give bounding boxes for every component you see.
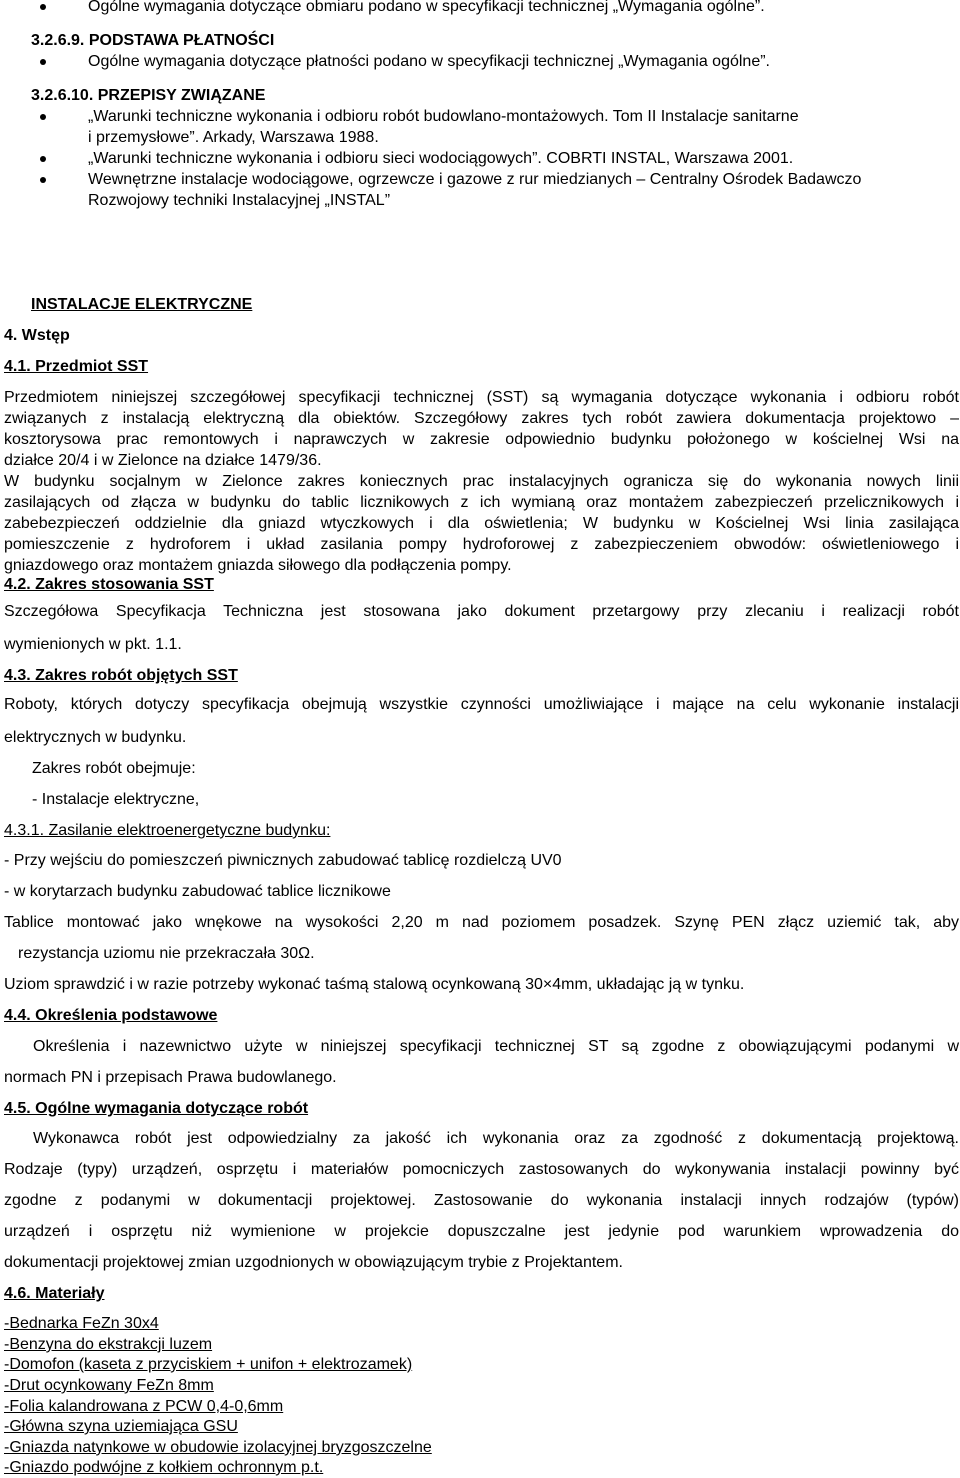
- bullet-text: Ogólne wymagania dotyczące obmiaru podano w specyfikacji technicznej „Wymagania ogólne”.: [88, 0, 765, 15]
- paragraph-line: - w korytarzach budynku zabudować tablice licznikowe: [4, 883, 391, 900]
- heading-4-5: 4.5. Ogólne wymagania dotyczące robót: [4, 1100, 309, 1117]
- paragraph-line: Uziom sprawdzić i w razie potrzeby wykonać taśmą stalową ocynkowaną 30×4mm, układając ją w tynku.: [4, 976, 745, 993]
- paragraph-line: W budynku socjalnym w Zielonce zakres koniecznych prac instalacyjnych ogranicza się do wykonania nowych linii: [4, 473, 959, 490]
- paragraph-line: elektrycznych w budynku.: [4, 729, 187, 746]
- paragraph-line: działce 20/4 i w Zielonce na działce 1479/36.: [4, 452, 322, 469]
- section-title: INSTALACJE ELEKTRYCZNE: [31, 296, 253, 313]
- paragraph-line: Rodzaje (typy) urządzeń, osprzętu i materiałów pomocniczych zastosowanych do wykonywania instalacji powinny być: [4, 1161, 959, 1178]
- reference-text: Wewnętrzne instalacje wodociągowe, ogrzewcze i gazowe z rur miedzianych – Centralny Ośrodek Badawczo: [88, 171, 862, 188]
- reference-text: i przemysłowe”. Arkady, Warszawa 1988.: [88, 129, 379, 146]
- paragraph-line: urządzeń i osprzętu niż wymienione w projekcie dopuszczalne jest jedynie pod warunkiem wprowadzenia do: [4, 1223, 959, 1240]
- material-item: -Folia kalandrowana z PCW 0,4-0,6mm: [4, 1398, 284, 1415]
- paragraph-line: normach PN i przepisach Prawa budowlanego.: [4, 1069, 337, 1086]
- heading-4-3: 4.3. Zakres robót objętych SST: [4, 667, 238, 684]
- reference-text: „Warunki techniczne wykonania i odbioru robót budowlano-montażowych. Tom II Instalacje sanitarne: [88, 108, 799, 125]
- bullet-icon: [40, 156, 46, 162]
- material-item: -Bednarka FeZn 30x4: [4, 1315, 159, 1332]
- heading-4-4: 4.4. Określenia podstawowe: [4, 1007, 218, 1024]
- heading-3-2-6-10: 3.2.6.10. PRZEPISY ZWIĄZANE: [31, 87, 266, 104]
- bullet-text: Ogólne wymagania dotyczące płatności podano w specyfikacji technicznej „Wymagania ogólne”.: [88, 53, 770, 70]
- heading-4-6: 4.6. Materiały: [4, 1285, 105, 1302]
- material-item: -Domofon (kaseta z przyciskiem + unifon + elektrozamek): [4, 1356, 413, 1373]
- paragraph-line: zabebezpieczeń oddzielnie dla gniazd wtyczkowych i dla oświetlenia; W budynku w Kościelnej Wsi linia zasilająca: [4, 515, 959, 532]
- paragraph-line: zgodne z podanymi w dokumentacji projektowej. Zastosowanie do wykonania instalacji innych rodzajów (typów): [4, 1192, 959, 1209]
- paragraph-line: związanych z instalacją elektryczną dla obiektów. Szczegółowy zakres tych robót zawiera dokumentacja projektowo –: [4, 410, 959, 427]
- material-item: -Gniazda natynkowe w obudowie izolacyjnej bryzgoszczelne: [4, 1439, 432, 1456]
- paragraph-line: Zakres robót obejmuje:: [32, 760, 196, 777]
- heading-4-2: 4.2. Zakres stosowania SST: [4, 576, 214, 593]
- material-item: -Drut ocynkowany FeZn 8mm: [4, 1377, 214, 1394]
- paragraph-line: rezystancja uziomu nie przekraczała 30Ω.: [18, 945, 315, 962]
- paragraph-line: - Instalacje elektryczne,: [32, 791, 200, 808]
- heading-4-1: 4.1. Przedmiot SST: [4, 358, 149, 375]
- paragraph-line: Roboty, których dotyczy specyfikacja obejmują wszystkie czynności umożliwiające i mające na celu wykonanie instalacji: [4, 696, 959, 713]
- paragraph-line: Szczegółowa Specyfikacja Techniczna jest stosowana jako dokument przetargowy przy zlecaniu i realizacji robót: [4, 603, 959, 620]
- heading-4-3-1: 4.3.1. Zasilanie elektroenergetyczne budynku:: [4, 822, 331, 839]
- paragraph-line: wymienionych w pkt. 1.1.: [4, 636, 182, 653]
- paragraph-line: Wykonawca robót jest odpowiedzialny za jakość ich wykonania oraz za zgodność z dokumentacją projektową.: [33, 1130, 959, 1147]
- paragraph-line: zasilających od złącza w budynku do tablic licznikowych z ich wymianą oraz montażem zabezpieczeń przelicznikowych i: [4, 494, 959, 511]
- paragraph-line: Przedmiotem niniejszej szczegółowej specyfikacji technicznej (SST) są wymagania dotyczące wykonania i odbioru robót: [4, 389, 959, 406]
- paragraph-line: kosztorysowa prac remontowych i naprawczych w zakresie odpowiednio budynku położonego w kościelnej Wsi na: [4, 431, 959, 448]
- paragraph-line: pomieszczenie z hydroforem i układ zasilania pompy hydroforowej z zabezpieczeniem obwodów: oświetleniowego i: [4, 536, 959, 553]
- bullet-icon: [40, 177, 46, 183]
- reference-text: „Warunki techniczne wykonania i odbioru sieci wodociągowych”. COBRTI INSTAL, Warszawa 2001.: [88, 150, 794, 167]
- heading-3-2-6-9: 3.2.6.9. PODSTAWA PŁATNOŚCI: [31, 32, 275, 49]
- bullet-icon: [40, 59, 46, 65]
- paragraph-line: Określenia i nazewnictwo użyte w niniejszej specyfikacji technicznej ST są zgodne z obowiązującymi podanymi w: [33, 1038, 959, 1055]
- material-item: -Główna szyna uziemiająca GSU: [4, 1418, 238, 1435]
- bullet-icon: [40, 4, 46, 10]
- heading-4: 4. Wstęp: [4, 327, 70, 344]
- paragraph-line: dokumentacji projektowej zmian uzgodnionych w obowiązującym trybie z Projektantem.: [4, 1254, 623, 1271]
- reference-text: Rozwojowy techniki Instalacyjnej „INSTAL”: [88, 192, 391, 209]
- paragraph-line: gniazdowego oraz montażem gniazda siłowego dla podłączenia pompy.: [4, 557, 512, 574]
- material-item: -Benzyna do ekstrakcji luzem: [4, 1336, 213, 1353]
- paragraph-line: Tablice montować jako wnękowe na wysokości 2,20 m nad poziomem posadzek. Szynę PEN złącz uziemić tak, aby: [4, 914, 959, 931]
- paragraph-line: - Przy wejściu do pomieszczeń piwnicznych zabudować tablicę rozdielczą UV0: [4, 852, 562, 869]
- material-item: -Gniazdo podwójne z kołkiem ochronnym p.t.: [4, 1459, 324, 1476]
- bullet-icon: [40, 114, 46, 120]
